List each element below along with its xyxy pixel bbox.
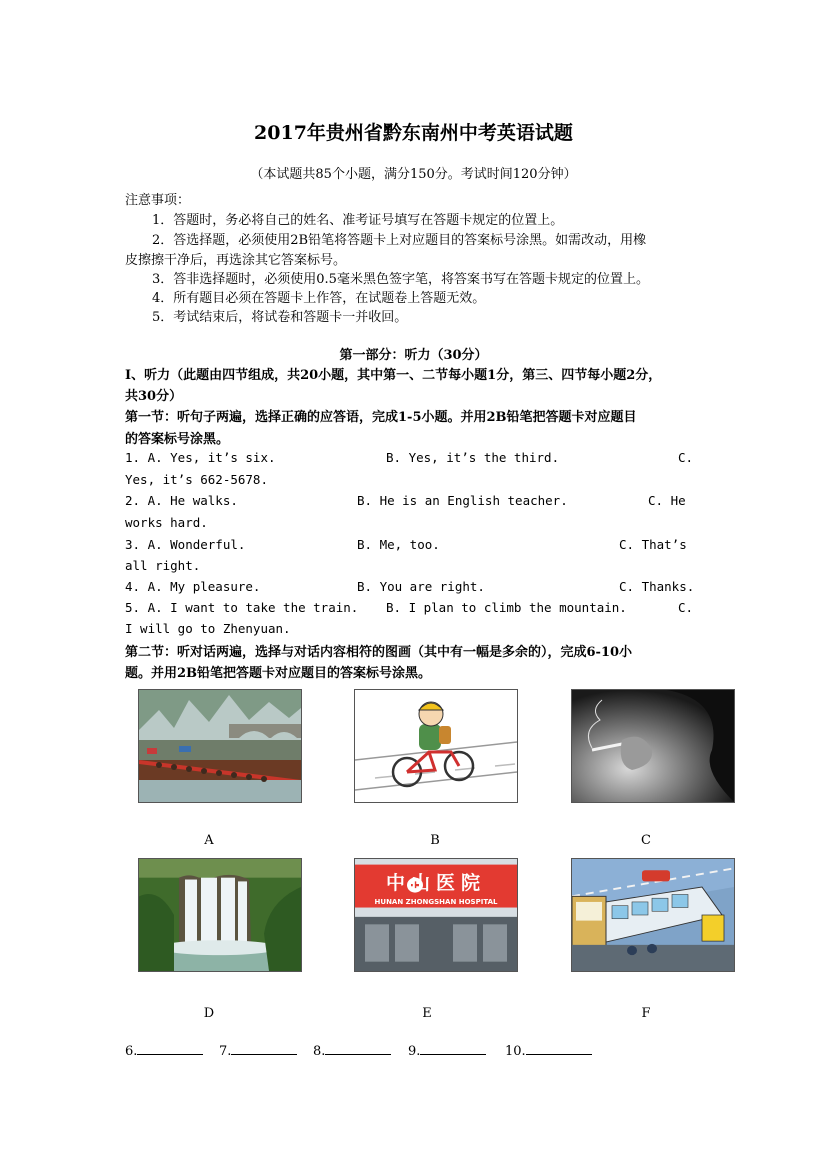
question-5-continuation: I will go to Zhenyuan. [125, 621, 291, 636]
picture-label: F [641, 1006, 651, 1021]
picture-a-dragon-boat [138, 689, 302, 803]
question-2-continuation: works hard. [125, 515, 208, 530]
picture-label: D [203, 1006, 215, 1021]
note-item: 3．答非选择题时，必须使用0.5毫米黑色签字笔，将答案书写在答题卡规定的位置上。 [152, 272, 649, 287]
picture-f-bus-station [571, 858, 735, 972]
exam-info: （本试题共85个小题，满分150分。考试时间120分钟） [250, 167, 577, 182]
blank-line [137, 1042, 203, 1055]
picture-b-boy-cycling [354, 689, 518, 803]
picture-label: B [430, 833, 440, 848]
sub-section-heading-continuation: 题。并用2B铅笔把答题卡对应题目的答案标号涂黑。 [125, 666, 432, 681]
question-5-option-a: 5. A. I want to take the train. [125, 600, 359, 615]
part-heading: 第一部分：听力（30分） [339, 348, 488, 363]
section-heading-continuation: 共30分） [125, 389, 183, 404]
picture-label: A [204, 833, 214, 848]
blank-line [231, 1042, 297, 1055]
sub-section-heading-continuation: 的答案标号涂黑。 [125, 432, 230, 447]
answer-blank-8[interactable] [313, 1042, 391, 1059]
blank-line [325, 1042, 391, 1055]
answer-blank-9[interactable] [408, 1042, 486, 1059]
hospital-sign-english: HUNAN ZHONGSHAN HOSPITAL [374, 898, 498, 906]
note-item: 1．答题时，务必将自己的姓名、准考证号填写在答题卡规定的位置上。 [152, 213, 564, 228]
question-4-option-b: B. You are right. [357, 579, 485, 594]
picture-label: E [422, 1006, 432, 1021]
picture-e-hospital [354, 858, 518, 972]
answer-number: 8. [313, 1044, 326, 1059]
sub-section-heading: 第二节：听对话两遍，选择与对话内容相符的图画（其中有一幅是多余的），完成6-10小 [125, 645, 633, 660]
picture-d-waterfall [138, 858, 302, 972]
sub-section-heading: 第一节：听句子两遍，选择正确的应答语，完成1-5小题。并用2B铅笔把答题卡对应题目 [125, 410, 637, 425]
picture-c-smoking [571, 689, 735, 803]
answer-blank-6[interactable] [125, 1042, 203, 1059]
question-4-option-c: C. Thanks. [619, 579, 695, 594]
hospital-sign-chinese: 中山医院 [385, 872, 486, 894]
question-1-continuation: Yes, it’s 662-5678. [125, 472, 268, 487]
question-3-option-b: B. Me, too. [357, 537, 440, 552]
answer-blank-10[interactable] [505, 1042, 592, 1059]
answer-number: 6. [125, 1044, 138, 1059]
question-2-option-c: C. He [648, 493, 686, 508]
blank-line [420, 1042, 486, 1055]
blank-line [526, 1042, 592, 1055]
notes-heading: 注意事项： [125, 193, 191, 208]
note-item: 2．答选择题，必须使用2B铅笔将答题卡上对应题目的答案标号涂黑。如需改动，用橡 [152, 233, 647, 248]
answer-blank-7[interactable] [219, 1042, 297, 1059]
question-2-option-b: B. He is an English teacher. [357, 493, 568, 508]
answer-number: 10. [505, 1044, 526, 1059]
question-2-option-a: 2. A. He walks. [125, 493, 238, 508]
note-item: 5．考试结束后，将试卷和答题卡一并收回。 [152, 310, 408, 325]
section-heading: Ⅰ、听力（此题由四节组成，共20小题，其中第一、二节每小题1分，第三、四节每小题2分， [125, 368, 662, 383]
note-item: 4．所有题目必须在答题卡上作答，在试题卷上答题无效。 [152, 291, 486, 306]
note-item-continuation: 皮擦擦干净后，再选涂其它答案标号。 [125, 253, 347, 268]
question-3-continuation: all right. [125, 558, 201, 573]
question-4-option-a: 4. A. My pleasure. [125, 579, 261, 594]
question-3-option-a: 3. A. Wonderful. [125, 537, 246, 552]
question-1-option-c: C. [678, 450, 694, 465]
page-title: 2017年贵州省黔东南州中考英语试题 [254, 122, 573, 144]
question-1-option-a: 1. A. Yes, it’s six. [125, 450, 276, 465]
picture-label: C [641, 833, 651, 848]
question-5-option-b: B. I plan to climb the mountain. [386, 600, 627, 615]
question-5-option-c: C. [678, 600, 694, 615]
answer-number: 7. [219, 1044, 232, 1059]
question-3-option-c: C. That’s [619, 537, 687, 552]
question-1-option-b: B. Yes, it’s the third. [386, 450, 560, 465]
answer-number: 9. [408, 1044, 421, 1059]
